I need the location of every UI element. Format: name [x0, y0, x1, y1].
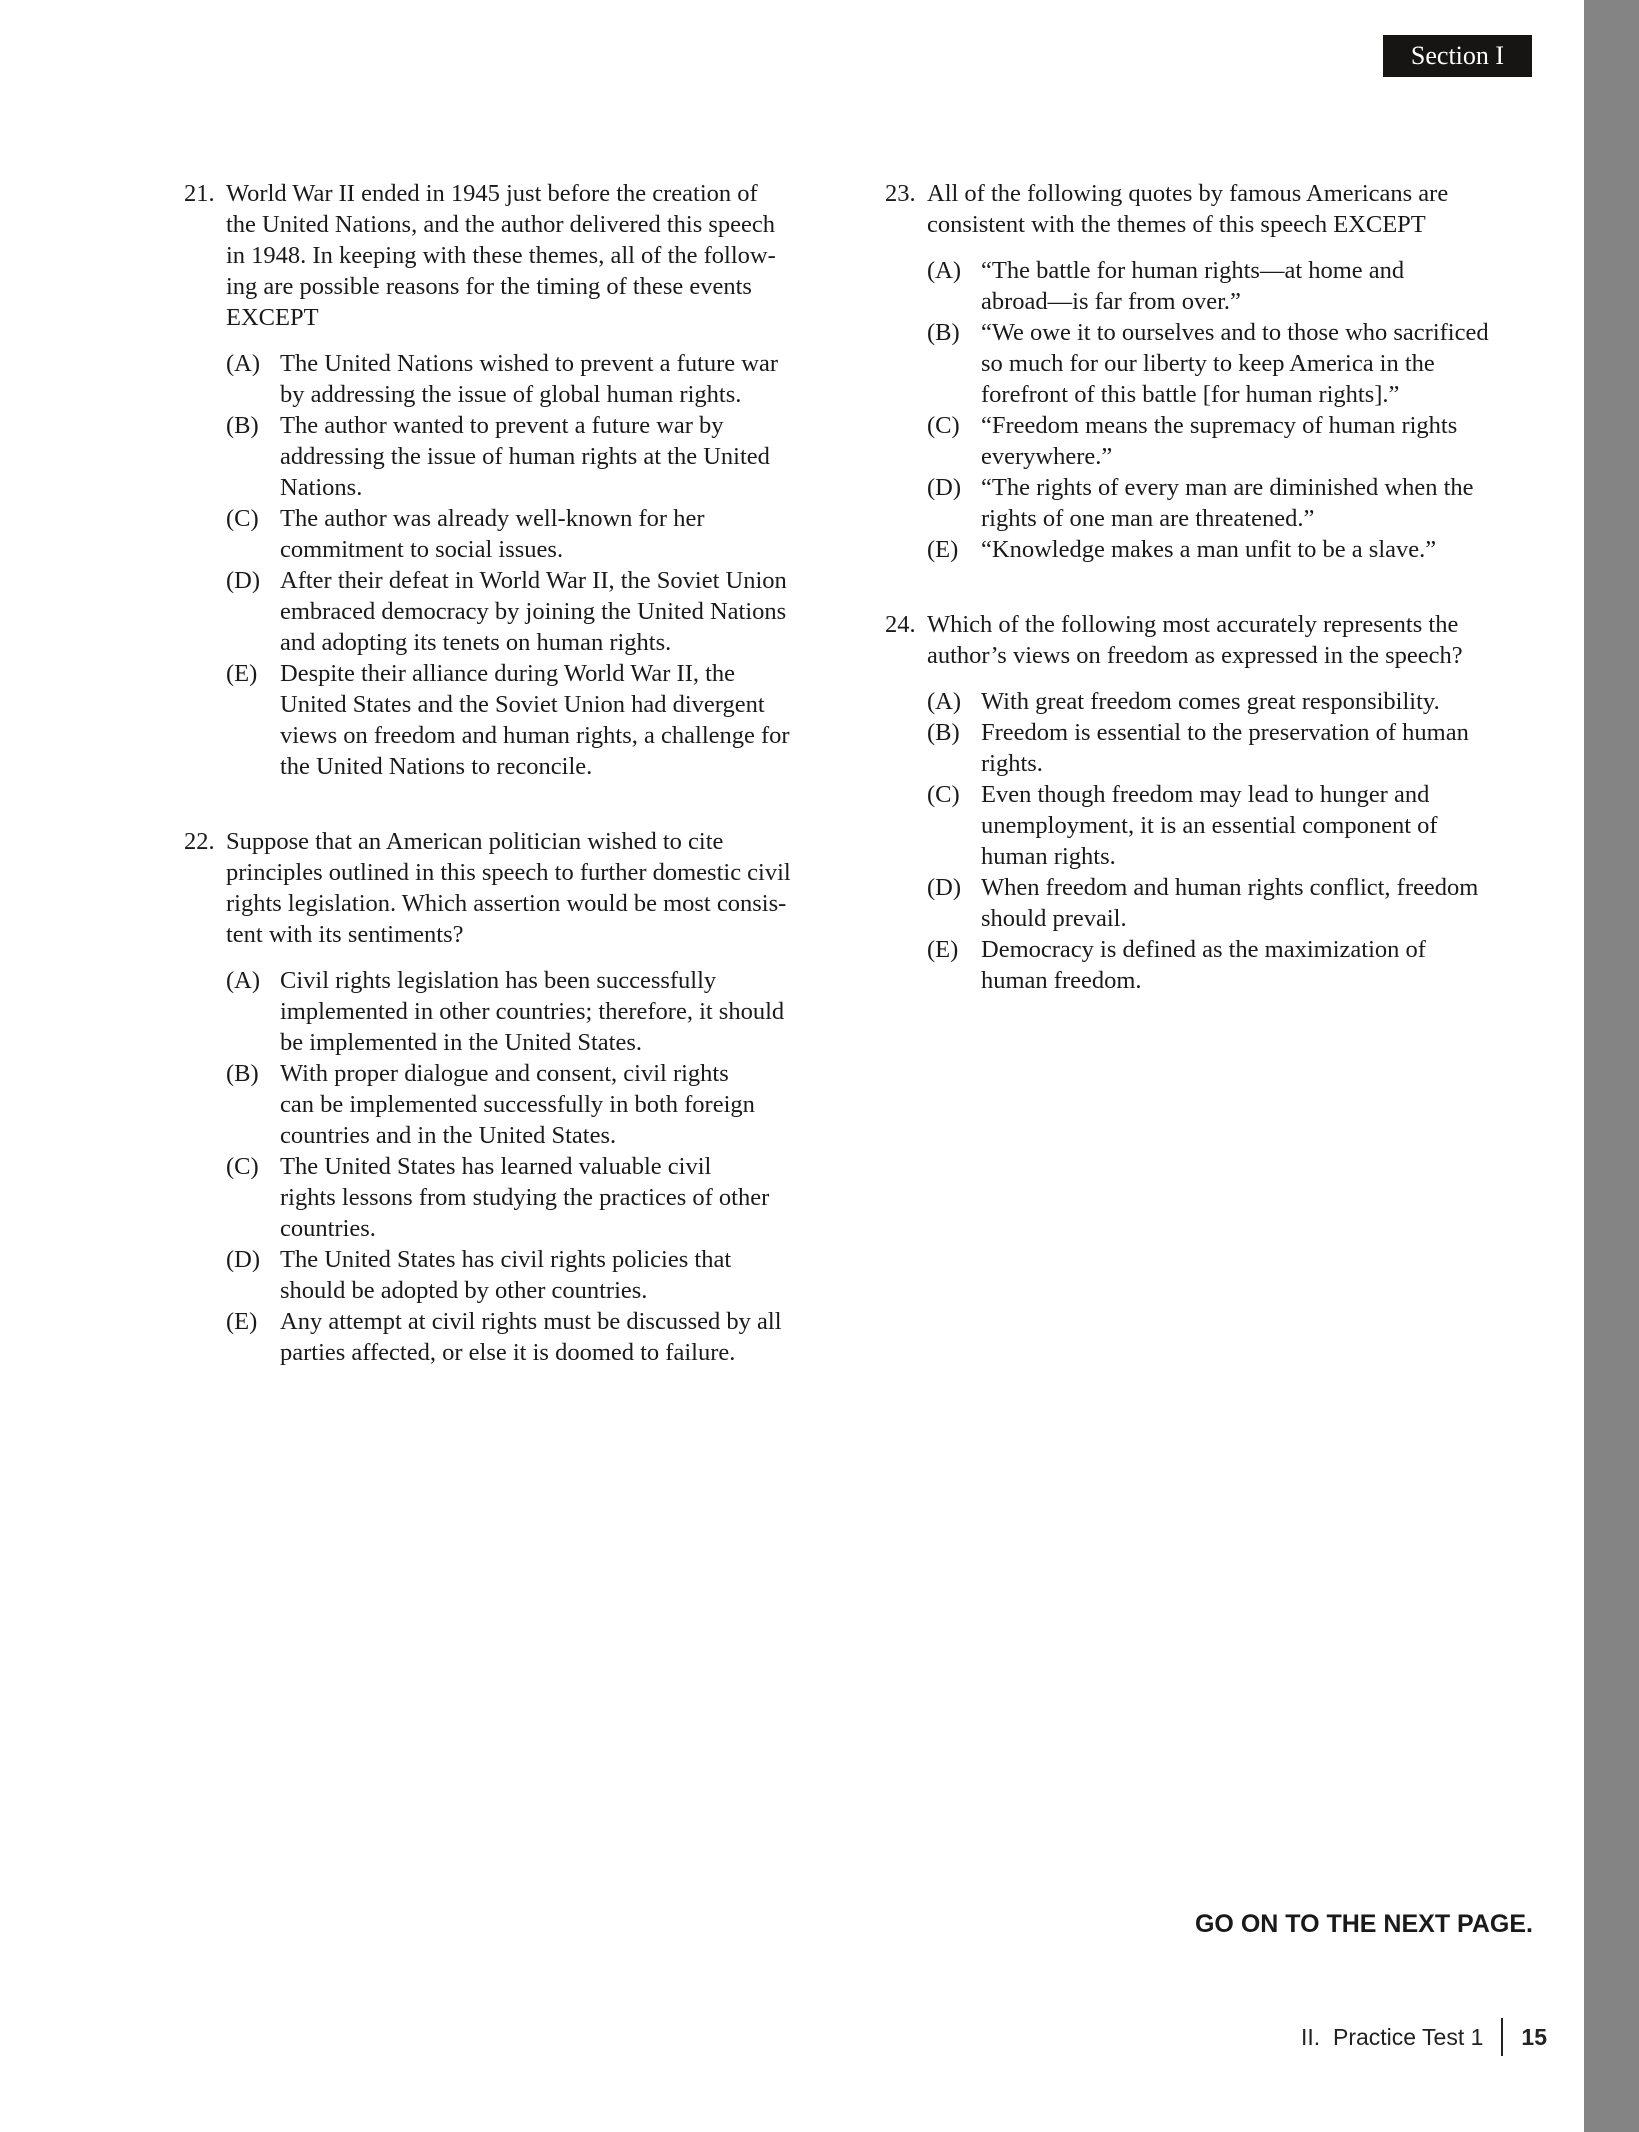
go-on-next-page: GO ON TO THE NEXT PAGE.: [1194, 1910, 1533, 1938]
option-letter: (E): [927, 936, 959, 963]
option-text-line: unemployment, it is an essential component of: [981, 812, 1438, 839]
option-text-line: countries and in the United States.: [280, 1122, 617, 1149]
stem-line: in 1948. In keeping with these themes, all of the follow-: [226, 242, 776, 269]
question-number: 22.: [184, 828, 215, 855]
option-text-line: “The battle for human rights—at home and: [981, 257, 1405, 284]
option-letter: (A): [226, 350, 261, 377]
option-letter: (B): [927, 319, 960, 346]
answer-option: [927, 472, 1489, 534]
option-text-line: so much for our liberty to keep America in the: [981, 350, 1435, 377]
answer-option: [927, 779, 1478, 872]
option-text-line: Civil rights legislation has been successfully: [280, 967, 717, 994]
option-text-line: commitment to social issues.: [280, 536, 564, 563]
option-text-line: and adopting its tenets on human rights.: [280, 629, 672, 656]
stem-line: author’s views on freedom as expressed in the speech?: [927, 642, 1463, 669]
footer-divider: [1501, 2018, 1503, 2056]
option-text-line: should prevail.: [981, 905, 1127, 932]
option-text-line: views on freedom and human rights, a challenge for: [280, 722, 790, 749]
answer-options: [226, 965, 791, 1368]
option-text-line: “We owe it to ourselves and to those who sacrificed: [981, 319, 1489, 346]
question-stem: [927, 178, 1489, 240]
option-text-line: “Freedom means the supremacy of human rights: [981, 412, 1458, 439]
option-text-line: With proper dialogue and consent, civil rights: [280, 1060, 729, 1087]
option-text-line: After their defeat in World War II, the Soviet Union: [280, 567, 787, 594]
answer-options: [226, 348, 790, 782]
question-number: 24.: [885, 611, 916, 638]
answer-option: [226, 1244, 791, 1306]
option-text-line: rights of one man are threatened.”: [981, 505, 1315, 532]
option-text-line: embraced democracy by joining the United Nations: [280, 598, 787, 625]
question-22: [184, 826, 791, 1368]
option-text-line: parties affected, or else it is doomed to failure.: [280, 1339, 736, 1366]
option-text-line: should be adopted by other countries.: [280, 1277, 648, 1304]
option-letter: (A): [927, 257, 962, 284]
answer-option: [226, 565, 790, 658]
answer-option: [927, 255, 1489, 317]
answer-option: [226, 348, 790, 410]
option-letter: (C): [226, 1153, 259, 1180]
stem-line: ing are possible reasons for the timing of these events: [226, 273, 752, 300]
stem-line: rights legislation. Which assertion would be most consis-: [226, 890, 787, 917]
option-letter: (B): [226, 1060, 259, 1087]
page-footer: [1301, 2018, 1547, 2056]
option-text-line: countries.: [280, 1215, 376, 1242]
option-text-line: abroad—is far from over.”: [981, 288, 1241, 315]
option-text-line: Even though freedom may lead to hunger and: [981, 781, 1430, 808]
stem-line: EXCEPT: [226, 304, 319, 331]
option-text-line: When freedom and human rights conflict, freedom: [981, 874, 1479, 901]
answer-options: [927, 255, 1489, 565]
option-letter: (E): [226, 660, 258, 687]
option-text-line: implemented in other countries; therefore, it should: [280, 998, 785, 1025]
option-text-line: the United Nations to reconcile.: [280, 753, 593, 780]
question-24: [885, 609, 1478, 996]
chapter-label: II. Practice Test 1: [1301, 2023, 1484, 2050]
question-stem: [927, 609, 1478, 671]
stem-line: Suppose that an American politician wished to cite: [226, 828, 724, 855]
answer-option: [226, 1306, 791, 1368]
option-text-line: Democracy is defined as the maximization of: [981, 936, 1426, 963]
answer-option: [226, 1058, 791, 1151]
answer-option: [927, 317, 1489, 410]
option-text-line: Despite their alliance during World War II, the: [280, 660, 736, 687]
option-text-line: Freedom is essential to the preservation of human: [981, 719, 1469, 746]
option-letter: (C): [927, 781, 960, 808]
stem-line: Which of the following most accurately represents the: [927, 611, 1459, 638]
answer-option: [927, 410, 1489, 472]
option-letter: (D): [927, 474, 962, 501]
stem-line: All of the following quotes by famous Americans are: [927, 180, 1449, 207]
option-text-line: The United States has civil rights policies that: [280, 1246, 732, 1273]
option-letter: (C): [226, 505, 259, 532]
option-letter: (A): [927, 688, 962, 715]
option-letter: (C): [927, 412, 960, 439]
option-letter: (E): [927, 536, 959, 563]
option-text-line: United States and the Soviet Union had divergent: [280, 691, 765, 718]
answer-options: [927, 686, 1478, 996]
answer-option: [226, 410, 790, 503]
answer-option: [226, 503, 790, 565]
option-text-line: The author was already well-known for her: [280, 505, 705, 532]
option-letter: (D): [226, 1246, 261, 1273]
question-23: [885, 178, 1489, 565]
option-text-line: can be implemented successfully in both foreign: [280, 1091, 755, 1118]
option-text-line: “Knowledge makes a man unfit to be a slave.”: [981, 536, 1437, 563]
option-letter: (B): [226, 412, 259, 439]
answer-option: [927, 686, 1478, 717]
option-text-line: human rights.: [981, 843, 1116, 870]
option-letter: (B): [927, 719, 960, 746]
option-letter: (D): [927, 874, 962, 901]
answer-option: [927, 934, 1478, 996]
option-text-line: everywhere.”: [981, 443, 1113, 470]
stem-line: principles outlined in this speech to further domestic civil: [226, 859, 791, 886]
answer-option: [927, 872, 1478, 934]
option-text-line: With great freedom comes great responsibility.: [981, 688, 1440, 715]
stem-line: the United Nations, and the author delivered this speech: [226, 211, 776, 238]
page-number: 15: [1521, 2023, 1547, 2050]
option-text-line: The author wanted to prevent a future war by: [280, 412, 724, 439]
question-number: 21.: [184, 180, 215, 207]
answer-option: [226, 658, 790, 782]
stem-line: consistent with the themes of this speech EXCEPT: [927, 211, 1426, 238]
option-text-line: Any attempt at civil rights must be discussed by all: [280, 1308, 782, 1335]
answer-option: [927, 534, 1489, 565]
option-text-line: be implemented in the United States.: [280, 1029, 642, 1056]
option-text-line: rights.: [981, 750, 1043, 777]
option-text-line: The United States has learned valuable civil: [280, 1153, 712, 1180]
option-text-line: human freedom.: [981, 967, 1142, 994]
answer-option: [927, 717, 1478, 779]
option-letter: (D): [226, 567, 261, 594]
question-stem: [226, 826, 791, 950]
option-text-line: “The rights of every man are diminished when the: [981, 474, 1474, 501]
question-21: [184, 178, 790, 782]
option-text-line: addressing the issue of human rights at the United: [280, 443, 770, 470]
page-edge-tab: [1584, 0, 1639, 2132]
option-letter: (A): [226, 967, 261, 994]
option-text-line: Nations.: [280, 474, 363, 501]
option-text-line: rights lessons from studying the practices of other: [280, 1184, 770, 1211]
option-text-line: The United Nations wished to prevent a future war: [280, 350, 779, 377]
question-number: 23.: [885, 180, 916, 207]
answer-option: [226, 965, 791, 1058]
option-letter: (E): [226, 1308, 258, 1335]
stem-line: World War II ended in 1945 just before the creation of: [226, 180, 758, 207]
option-text-line: forefront of this battle [for human rights].”: [981, 381, 1400, 408]
question-stem: [226, 178, 790, 333]
section-badge: Section I: [1383, 35, 1532, 77]
option-text-line: by addressing the issue of global human rights.: [280, 381, 742, 408]
stem-line: tent with its sentiments?: [226, 921, 464, 948]
answer-option: [226, 1151, 791, 1244]
